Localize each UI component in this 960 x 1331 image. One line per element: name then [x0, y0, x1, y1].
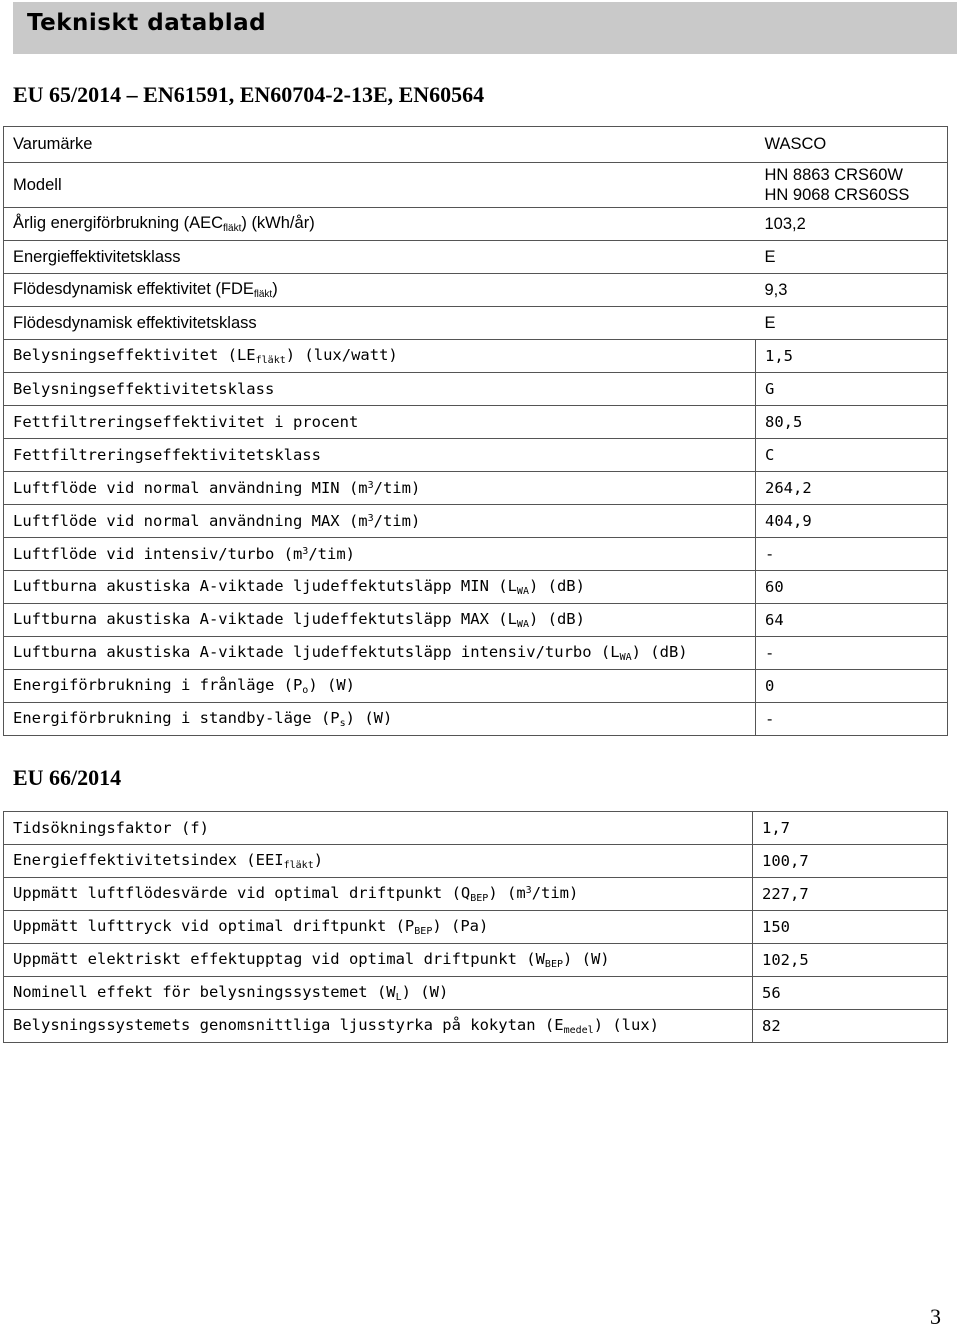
table-row: [4, 373, 948, 406]
row-label: [4, 127, 756, 163]
label-text: Uppmätt lufttryck vid optimal driftpunkt (P: [13, 917, 415, 935]
table-row: [4, 944, 948, 977]
label-subscript: s: [339, 718, 346, 729]
label-superscript: 3: [525, 885, 532, 896]
label-text: Uppmätt luftflödesvärde vid optimal driftpunkt (Q: [13, 884, 471, 902]
value-text: 82: [762, 1017, 781, 1035]
table-row: [4, 307, 948, 340]
row-label: [4, 538, 756, 571]
row-value: [756, 439, 948, 472]
row-value: [756, 538, 948, 571]
table-row: [4, 241, 948, 274]
row-label: [4, 472, 756, 505]
label-text-after: ): [313, 851, 324, 869]
value-text: 102,5: [762, 951, 809, 969]
table-row: [4, 538, 948, 571]
label-text: Fettfiltreringseffektivitetsklass: [13, 446, 321, 464]
row-value: [756, 571, 948, 604]
table-row: [4, 977, 948, 1010]
row-value: [753, 911, 948, 944]
row-value: [756, 373, 948, 406]
row-value: [756, 637, 948, 670]
row-value: [756, 274, 948, 307]
row-value: [756, 241, 948, 274]
value-text: 64: [765, 611, 784, 629]
value-text: 227,7: [762, 885, 809, 903]
label-subscript: medel: [563, 1025, 594, 1036]
row-label: [4, 670, 756, 703]
row-label: [4, 604, 756, 637]
row-label: [4, 911, 753, 944]
value-text: WASCO: [764, 135, 827, 153]
row-label: [4, 340, 756, 373]
table-row: [4, 878, 948, 911]
section-title-eu65: EU 65/2014 – EN61591, EN60704-2-13E, EN60564: [13, 82, 485, 107]
table-row: [4, 127, 948, 163]
value-text: 0: [765, 677, 775, 695]
table-row: [4, 571, 948, 604]
value-text: G: [765, 380, 775, 398]
value-text: 60: [765, 578, 784, 596]
row-label: [4, 307, 756, 340]
label-text: Luftflöde vid normal användning MIN (m: [13, 479, 368, 497]
value-text: 1,5: [765, 347, 793, 365]
section-title-eu66: EU 66/2014: [13, 765, 122, 790]
label-text-after: ) (W): [401, 983, 449, 1001]
row-label: [4, 878, 753, 911]
page-number: 3: [930, 1304, 941, 1329]
table-row: [4, 812, 948, 845]
label-text-after: /tim): [373, 479, 421, 497]
row-value: [756, 604, 948, 637]
label-text: Nominell effekt för belysningssystemet (W: [13, 983, 396, 1001]
label-text-after: ) (lux/watt): [285, 346, 398, 364]
row-value: [753, 878, 948, 911]
label-text: Luftburna akustiska A-viktade ljudeffektutsläpp MAX (L: [13, 610, 517, 628]
row-value: [756, 406, 948, 439]
label-subscript: L: [395, 992, 402, 1003]
row-value: [756, 307, 948, 340]
value-text: 150: [762, 918, 790, 936]
row-value: [753, 845, 948, 878]
row-value: [753, 812, 948, 845]
label-text-after: ) (dB): [631, 643, 688, 661]
label-text-after: ) (dB): [528, 610, 585, 628]
row-value: [756, 472, 948, 505]
row-label: [4, 845, 753, 878]
label-subscript: o: [302, 685, 309, 696]
label-subscript: BEP: [414, 926, 433, 937]
label-text-after: ) (dB): [528, 577, 585, 595]
label-subscript: fläkt: [283, 860, 314, 871]
row-label: [4, 373, 756, 406]
value-text: 80,5: [765, 413, 803, 431]
label-subscript: BEP: [470, 893, 489, 904]
row-value: [756, 208, 948, 241]
row-label: [4, 1010, 753, 1043]
label-text: Luftburna akustiska A-viktade ljudeffektutsläpp intensiv/turbo (L: [13, 643, 620, 661]
row-value: [753, 977, 948, 1010]
label-text: Belysningseffektivitet (LE: [13, 346, 256, 364]
label-text-after: ) (W): [562, 950, 610, 968]
value-text: 103,2: [764, 214, 806, 233]
value-text: 264,2: [765, 479, 812, 497]
row-label: [4, 406, 756, 439]
label-text: Varumärke: [13, 135, 93, 153]
row-value: [756, 127, 948, 163]
label-text: Årlig energiförbrukning (AEC: [13, 214, 224, 232]
table-row: [4, 845, 948, 878]
value-text: 404,9: [765, 512, 812, 530]
value-text: 9,3: [764, 280, 788, 299]
value-text: E: [764, 313, 776, 332]
label-subscript: fläkt: [255, 355, 286, 366]
value-text: C: [765, 446, 775, 464]
row-value: [756, 703, 948, 736]
row-label: [4, 703, 756, 736]
label-text: Luftburna akustiska A-viktade ljudeffektutsläpp MIN (L: [13, 577, 517, 595]
table-row: [4, 472, 948, 505]
table-row: [4, 703, 948, 736]
table-row: [4, 1010, 948, 1043]
value-text: 100,7: [762, 852, 809, 870]
page-title: Tekniskt datablad: [27, 10, 267, 36]
label-text-after: ) (Pa): [432, 917, 489, 935]
value-text: 1,7: [762, 819, 790, 837]
table-row: [4, 439, 948, 472]
spec-table-eu66: [3, 811, 948, 1043]
label-text: Energiförbrukning i frånläge (P: [13, 676, 303, 694]
value-text: 56: [762, 984, 781, 1002]
label-text: Energiförbrukning i standby-läge (P: [13, 709, 340, 727]
label-superscript: 3: [302, 546, 309, 557]
row-value: [756, 670, 948, 703]
row-label: [4, 944, 753, 977]
label-text: Luftflöde vid intensiv/turbo (m: [13, 545, 303, 563]
row-label: [4, 439, 756, 472]
table-row: [4, 163, 948, 208]
header-bar: [13, 2, 957, 54]
label-text: Fettfiltreringseffektivitet i procent: [13, 413, 359, 431]
label-superscript: 3: [367, 480, 374, 491]
label-text-after: ) (kWh/år): [241, 214, 315, 232]
row-value: [756, 505, 948, 538]
table-row: [4, 340, 948, 373]
label-text-after: ): [272, 280, 278, 298]
row-label: [4, 241, 756, 274]
label-text: Luftflöde vid normal användning MAX (m: [13, 512, 368, 530]
label-text: Energieffektivitetsklass: [13, 247, 181, 266]
label-text-after: /tim): [308, 545, 355, 563]
row-label: [4, 977, 753, 1010]
value-text: E: [764, 247, 776, 266]
value-text: -: [765, 545, 775, 563]
model-line: HN 9068 CRS60SS: [764, 186, 910, 204]
label-subscript: WA: [619, 652, 632, 663]
row-label: [4, 274, 756, 307]
label-text: Flödesdynamisk effektivitet (FDE: [13, 280, 254, 298]
table-row: [4, 604, 948, 637]
label-superscript: 3: [367, 513, 374, 524]
table-row: [4, 637, 948, 670]
label-subscript: fläkt: [253, 289, 273, 300]
row-label: [4, 163, 756, 208]
label-subscript: BEP: [544, 959, 563, 970]
label-text: Flödesdynamisk effektivitetsklass: [13, 313, 257, 332]
label-text-after: ) (W): [308, 676, 355, 694]
table-row: [4, 274, 948, 307]
row-value: [753, 1010, 948, 1043]
label-subscript: fläkt: [223, 223, 242, 234]
table-row: [4, 670, 948, 703]
label-text: Modell: [13, 175, 62, 194]
spec-table-eu65: [3, 126, 948, 736]
value-text: -: [765, 644, 775, 662]
label-text-after: ) (W): [345, 709, 393, 727]
table-row: [4, 911, 948, 944]
row-value: [756, 163, 948, 208]
table-row: [4, 208, 948, 241]
row-label: [4, 637, 756, 670]
label-text-mid: ) (m: [488, 884, 526, 902]
value-text: -: [765, 710, 775, 728]
label-text-after: /tim): [373, 512, 421, 530]
label-text: Belysningseffektivitetsklass: [13, 380, 275, 398]
row-value: [753, 944, 948, 977]
model-line: HN 8863 CRS60W: [764, 166, 903, 184]
label-text: Tidsökningsfaktor (f): [13, 819, 209, 837]
row-label: [4, 812, 753, 845]
label-text-after: ) (lux): [593, 1016, 660, 1034]
table-row: [4, 406, 948, 439]
table-row: [4, 505, 948, 538]
label-text: Belysningssystemets genomsnittliga ljusstyrka på kokytan (E: [13, 1016, 564, 1034]
row-label: [4, 571, 756, 604]
label-subscript: WA: [516, 586, 529, 597]
label-text: Energieffektivitetsindex (EEI: [13, 851, 284, 869]
row-value: [756, 340, 948, 373]
label-text: Uppmätt elektriskt effektupptag vid optimal driftpunkt (W: [13, 950, 545, 968]
label-text-after: /tim): [531, 884, 579, 902]
row-label: [4, 505, 756, 538]
label-subscript: WA: [516, 619, 529, 630]
row-label: [4, 208, 756, 241]
